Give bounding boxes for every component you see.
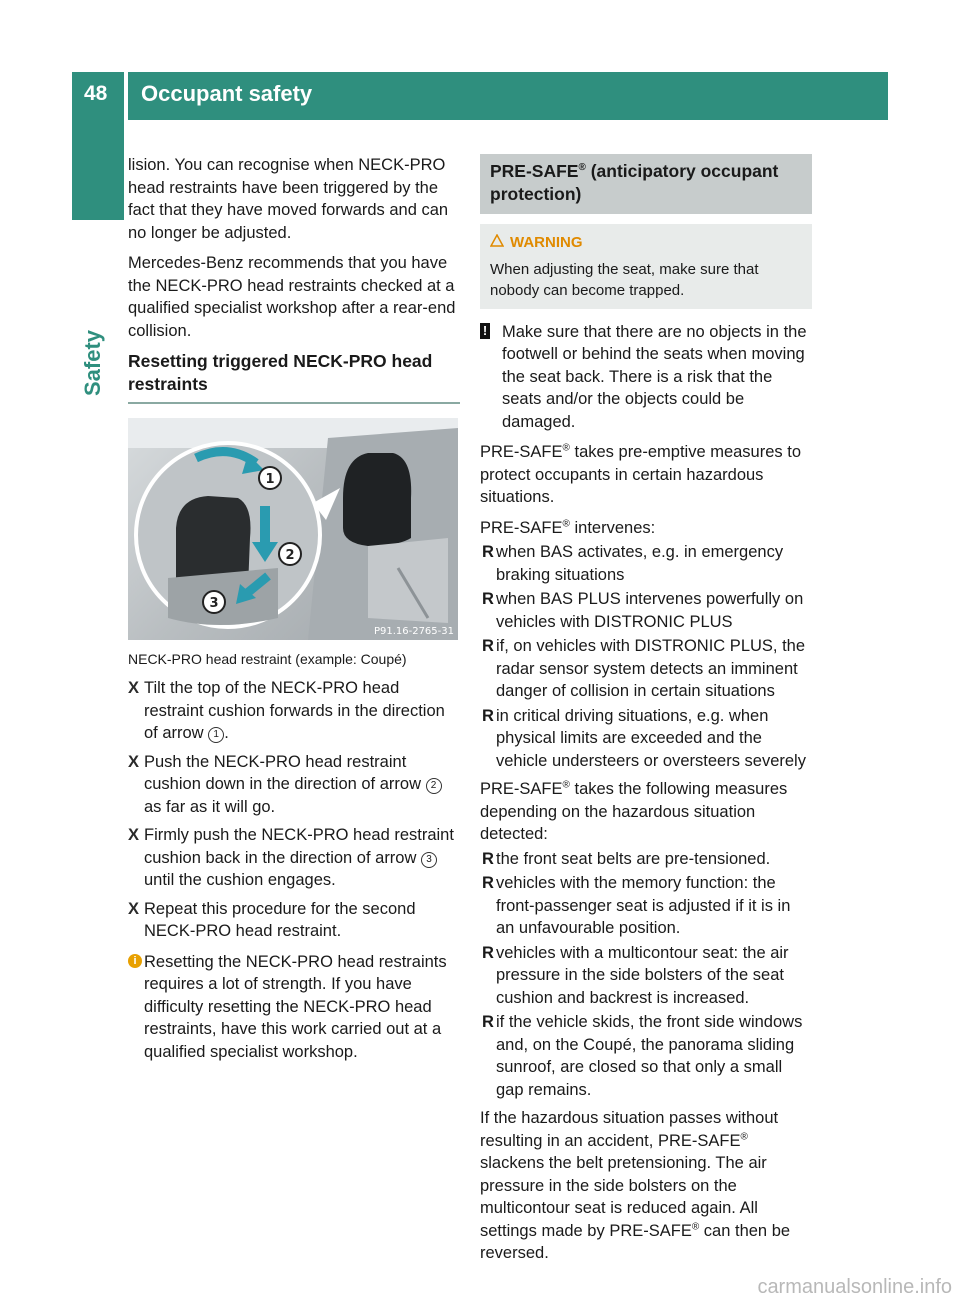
figure-label-2: 2 bbox=[285, 548, 295, 563]
page-header bbox=[72, 72, 888, 120]
pre-safe-paragraph-3 bbox=[480, 778, 812, 846]
step-2-text-end: as far as it will go. bbox=[144, 797, 276, 816]
bullet-icon: R bbox=[482, 943, 494, 962]
intro-paragraph-2: Mercedes-Benz recommends that you have the NECK-PRO head restraints checked at a qualified specialist workshop after a rear-end collision. bbox=[128, 254, 456, 340]
intro-paragraph-1: lision. You can recognise when NECK-PRO head restraints have been triggered by the fact that they have moved forwards and can no longer be adjusted. bbox=[128, 156, 449, 242]
bullet-icon: R bbox=[482, 874, 494, 892]
list-item bbox=[480, 635, 812, 703]
list-item-text: vehicles with a multicontour seat: the air pressure in the side bolsters of the seat cushion and backrest is increased. bbox=[496, 943, 789, 1007]
list-item-text: when BAS activates, e.g. in emergency braking situations bbox=[496, 543, 784, 584]
registered-mark: ® bbox=[562, 779, 570, 791]
bullet-icon: R bbox=[482, 849, 494, 868]
headrest-illustration bbox=[128, 418, 458, 640]
info-text: Resetting the NECK-PRO head restraints requires a lot of strength. If you have difficulty resetting the NECK-PRO head restraints, have this work carried out at a qualified specialist workshop. bbox=[144, 952, 447, 1061]
bullet-icon: R bbox=[482, 590, 494, 608]
figure-caption: NECK-PRO head restraint (example: Coupé) bbox=[128, 651, 407, 667]
list-item-text: vehicles with the memory function: the front-passenger seat is adjusted if it is in an unfavourable position. bbox=[496, 874, 791, 937]
watermark-text: carmanualsonline.info bbox=[757, 1276, 952, 1298]
pre-safe-paragraph-2 bbox=[480, 517, 812, 540]
step-3-text: Firmly push the NECK-PRO head restraint cushion back in the direction of arrow bbox=[144, 826, 454, 867]
p2-a: PRE-SAFE bbox=[480, 518, 563, 537]
bullet-icon: R bbox=[482, 706, 494, 725]
arrow-2-ref: 2 bbox=[426, 778, 442, 794]
registered-mark: ® bbox=[562, 518, 570, 529]
p4-b: slackens the belt pretensioning. The air pressure in the side bolsters on the multicontour seat is reduced again. All settings made by PRE-SAFE bbox=[480, 1154, 767, 1240]
p2-b: intervenes: bbox=[569, 518, 656, 537]
bullet-icon: R bbox=[482, 543, 494, 561]
list-item-text: if, on vehicles with DISTRONIC PLUS, the radar sensor system detects an imminent danger of collision in certain situations bbox=[496, 637, 806, 700]
list-item-text: when BAS PLUS intervenes powerfully on vehicles with DISTRONIC PLUS bbox=[496, 590, 804, 631]
list-item bbox=[480, 705, 812, 773]
page-number: 48 bbox=[84, 82, 108, 105]
list-item bbox=[480, 1011, 812, 1101]
registered-mark: ® bbox=[562, 442, 570, 454]
list-item bbox=[480, 942, 812, 1010]
pre-safe-paragraph-4 bbox=[480, 1107, 812, 1265]
list-item-text: the front seat belts are pre-tensioned. bbox=[496, 849, 771, 868]
step-marker-icon: X bbox=[128, 752, 140, 771]
warning-title bbox=[490, 232, 802, 255]
right-column bbox=[480, 154, 812, 1273]
figure-label-1: 1 bbox=[265, 472, 275, 487]
step-1-text: Tilt the top of the NECK-PRO head restraint cushion forwards in the direction of arrow bbox=[144, 679, 445, 742]
list-item-text: in critical driving situations, e.g. when physical limits are exceeded and the vehicle understeers or oversteers severely bbox=[496, 706, 806, 770]
watermark bbox=[0, 1276, 960, 1299]
registered-mark: ® bbox=[578, 162, 586, 174]
list-item bbox=[480, 848, 812, 871]
info-note bbox=[128, 951, 460, 1064]
step-3-text-end: until the cushion engages. bbox=[144, 871, 336, 889]
p4-a: If the hazardous situation passes without resulting in an accident, PRE-SAFE bbox=[480, 1109, 779, 1150]
section-label: Safety bbox=[80, 329, 105, 396]
intervenes-list bbox=[480, 541, 812, 772]
header-divider bbox=[124, 72, 128, 120]
step-1 bbox=[128, 677, 460, 745]
step-3 bbox=[128, 824, 460, 892]
section-tab bbox=[72, 120, 124, 220]
step-2 bbox=[128, 751, 460, 819]
step-2-text: Push the NECK-PRO head restraint cushion down in the direction of arrow bbox=[144, 752, 426, 793]
pre-safe-heading: PRE-SAFE bbox=[490, 161, 579, 181]
pre-safe-heading-rest: (anticipatory occupant protection) bbox=[490, 161, 779, 204]
warning-label: WARNING bbox=[510, 234, 583, 251]
list-item bbox=[480, 588, 812, 633]
registered-mark: ® bbox=[691, 1221, 700, 1232]
notice-text: Make sure that there are no objects in the footwell or behind the seats when moving the seat back. There is a risk that the seats and/or the objects could be damaged. bbox=[502, 322, 807, 431]
figure-label-3: 3 bbox=[209, 596, 219, 611]
measures-list bbox=[480, 848, 812, 1102]
notice-icon: ! bbox=[480, 323, 490, 339]
bullet-icon: R bbox=[482, 1013, 494, 1031]
warning-box bbox=[480, 224, 812, 309]
warning-text: When adjusting the seat, make sure that nobody can become trapped. bbox=[490, 260, 759, 299]
list-item-text: if the vehicle skids, the front side windows and, on the Coupé, the panorama sliding sunroof, are closed so that only a small gap remains. bbox=[496, 1013, 803, 1099]
arrow-1-ref: 1 bbox=[208, 727, 224, 743]
step-marker-icon: X bbox=[128, 826, 140, 844]
pre-safe-paragraph-1 bbox=[480, 441, 812, 509]
pre-safe-heading-box bbox=[480, 154, 812, 214]
step-marker-icon: X bbox=[128, 679, 140, 697]
list-item bbox=[480, 872, 812, 940]
section-heading-resetting: Resetting triggered NECK-PRO head restraints bbox=[128, 350, 460, 404]
registered-mark: ® bbox=[740, 1131, 748, 1142]
neck-pro-figure bbox=[128, 418, 458, 640]
bullet-icon: R bbox=[482, 637, 494, 655]
step-marker-icon: X bbox=[128, 899, 140, 918]
list-item bbox=[480, 541, 812, 586]
notice bbox=[480, 321, 812, 434]
step-4-text: Repeat this procedure for the second NECK-PRO head restraint. bbox=[144, 899, 416, 940]
arrow-3-ref: 3 bbox=[421, 852, 437, 868]
p3-b: takes the following measures depending on the hazardous situation detected: bbox=[480, 780, 788, 843]
p3-a: PRE-SAFE bbox=[480, 780, 563, 798]
warning-triangle-icon bbox=[490, 234, 504, 247]
figure-code: P91.16-2765-31 bbox=[373, 626, 454, 637]
info-icon: i bbox=[128, 954, 142, 968]
p1-b: takes pre-emptive measures to protect occupants in certain hazardous situations. bbox=[480, 443, 802, 506]
page-title: Occupant safety bbox=[141, 81, 313, 106]
p1-a: PRE-SAFE bbox=[480, 443, 563, 461]
step-1-text-end: . bbox=[224, 724, 229, 742]
p4-c: can then be reversed. bbox=[480, 1221, 791, 1262]
step-4 bbox=[128, 898, 460, 943]
left-column bbox=[128, 154, 460, 1063]
